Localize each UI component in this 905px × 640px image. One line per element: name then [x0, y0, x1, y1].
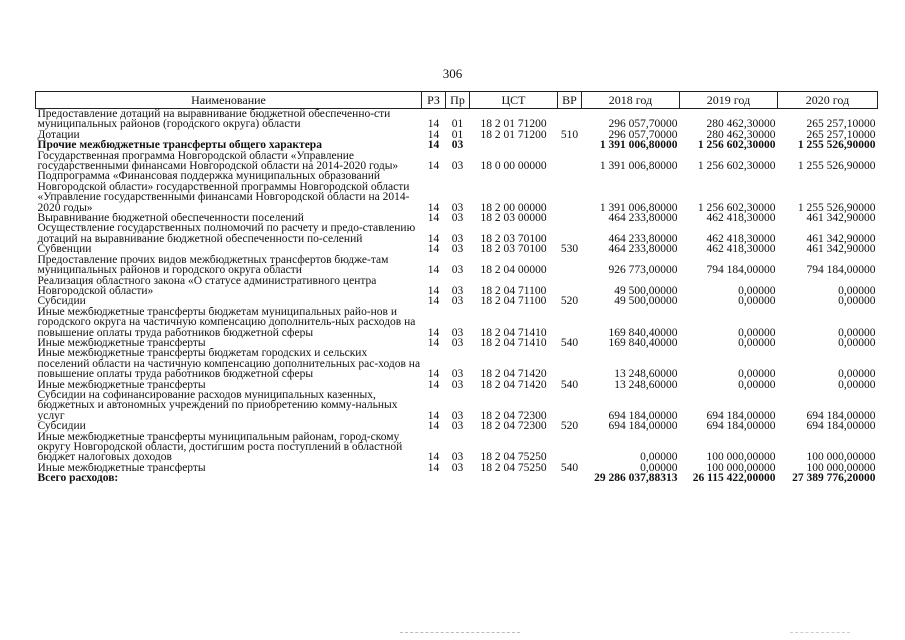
row-value-2018: 169 840,40000 [608, 326, 678, 338]
row-vr [558, 151, 582, 172]
row-value-2019: 694 184,00000 [706, 409, 776, 422]
row-value-2018: 926 773,00000 [608, 264, 678, 276]
row-pr: 03 [451, 160, 464, 172]
row-name: Иные межбюджетные трансферты [37, 379, 206, 390]
row-value-2018: 49 500,00000 [614, 284, 678, 297]
row-vr: 540 [560, 337, 579, 349]
row-rz: 14 [427, 284, 440, 297]
row-value-2019: 794 184,00000 [706, 264, 776, 276]
row-pr: 03 [451, 213, 464, 224]
table-row [36, 255, 878, 276]
row-pr: 03 [451, 421, 464, 432]
row-value-2018: 13 248,60000 [614, 368, 678, 380]
row-pr: 03 [451, 379, 464, 390]
row-value-2018: 13 248,60000 [614, 379, 678, 390]
row-value-2020: 1 255 526,90000 [797, 140, 876, 151]
row-value-2020: 0,00000 [838, 337, 876, 349]
page-number: 306 [442, 66, 463, 81]
row-cst: 18 2 04 71410 [480, 337, 547, 349]
row-cst: 18 2 04 71410 [480, 326, 547, 338]
row-cst: 18 2 03 00000 [480, 213, 547, 224]
row-vr [558, 307, 582, 338]
row-rz: 14 [427, 213, 440, 224]
row-value-2018: 1 391 006,80000 [599, 140, 678, 151]
row-cst: 18 2 04 00000 [480, 264, 547, 276]
row-rz: 14 [427, 409, 440, 422]
row-value-2018: 0,00000 [640, 451, 678, 463]
row-name: Предоставление дотаций на выравнивание бюджетной обеспеченно-сти муниципальных районов (городского округа) области [37, 108, 391, 130]
table-header-row [36, 92, 878, 109]
row-rz: 14 [427, 421, 440, 432]
row-cst: 18 2 00 00000 [480, 201, 547, 214]
row-value-2018: 296 057,70000 [608, 118, 678, 130]
table-row [36, 213, 878, 223]
row-vr [558, 473, 582, 483]
table-body [36, 109, 878, 484]
row-rz: 14 [427, 462, 440, 474]
row-vr [558, 432, 582, 463]
row-value-2019: 100 000,00000 [706, 462, 776, 474]
row-value-2020: 0,00000 [838, 368, 876, 380]
row-value-2020: 1 255 526,90000 [797, 160, 876, 172]
table-row [36, 244, 878, 254]
row-value-2018: 0,00000 [640, 462, 678, 474]
row-pr: 03 [451, 284, 464, 297]
row-value-2020: 1 255 526,90000 [797, 201, 876, 214]
row-rz: 14 [427, 264, 440, 276]
table-row [36, 421, 878, 431]
row-pr: 03 [451, 296, 464, 307]
row-cst: 18 2 04 75250 [480, 462, 547, 474]
table-row [36, 296, 878, 306]
row-vr: 540 [560, 379, 579, 390]
row-vr [558, 390, 582, 421]
row-cst: 18 2 04 72300 [480, 421, 547, 432]
row-name: Предоставление прочих видов межбюджетных трансфертов бюдже-там муниципальных районов и городского округа области [37, 254, 389, 276]
table-row [36, 390, 878, 421]
table-row [36, 151, 878, 172]
row-value-2020: 0,00000 [838, 326, 876, 338]
row-value-2020: 461 342,90000 [806, 244, 876, 255]
row-pr: 01 [451, 129, 464, 141]
row-cst: 18 2 04 71100 [480, 284, 547, 297]
table-row [36, 171, 878, 213]
row-name: Иные межбюджетные трансферты [37, 337, 206, 349]
row-value-2019: 0,00000 [738, 337, 776, 349]
row-vr [558, 140, 582, 150]
row-rz: 14 [427, 160, 440, 172]
budget-table [35, 91, 878, 484]
row-value-2019: 694 184,00000 [706, 421, 776, 432]
row-vr: 520 [560, 421, 579, 432]
header-pr: Пр [446, 92, 470, 109]
header-rz: РЗ [422, 92, 446, 109]
row-name: Иные межбюджетные трансферты [37, 462, 206, 474]
row-rz: 14 [427, 244, 440, 255]
header-name: Наименование [36, 92, 422, 109]
row-vr: 520 [560, 296, 579, 307]
row-value-2018: 694 184,00000 [608, 421, 678, 432]
row-cst: 18 2 04 71420 [480, 379, 547, 390]
row-vr [558, 276, 582, 297]
page-edge-mark [400, 632, 520, 635]
row-name: Прочие межбюджетные трансферты общего характера [37, 140, 322, 151]
table-row [36, 140, 878, 150]
row-rz: 14 [427, 337, 440, 349]
row-cst: 18 2 01 71200 [480, 118, 547, 130]
row-name: Субвенции [37, 244, 92, 255]
row-pr: 03 [451, 337, 464, 349]
row-value-2018: 1 391 006,80000 [599, 160, 678, 172]
row-cst: 18 2 04 71100 [480, 296, 547, 307]
row-value-2019: 1 256 602,30000 [697, 140, 776, 151]
row-value-2019: 1 256 602,30000 [697, 160, 776, 172]
row-pr: 03 [451, 368, 464, 380]
row-value-2019: 0,00000 [738, 284, 776, 297]
row-value-2019: 100 000,00000 [706, 451, 776, 463]
row-value-2019: 0,00000 [738, 296, 776, 307]
row-pr: 03 [451, 451, 464, 463]
row-name: Дотации [37, 129, 80, 141]
row-rz: 14 [427, 201, 440, 214]
row-value-2020: 461 342,90000 [806, 213, 876, 224]
row-name: Выравнивание бюджетной обеспеченности поселений [37, 213, 304, 224]
table-row [36, 109, 878, 130]
row-vr: 530 [560, 244, 579, 255]
row-value-2020: 27 389 776,20000 [792, 473, 876, 484]
row-rz: 14 [427, 379, 440, 390]
row-cst: 18 0 00 00000 [480, 160, 547, 172]
row-pr: 03 [451, 462, 464, 474]
row-name: Подпрограмма «Финансовая поддержка муниципальных образований Новгородской области» государственной программы Новгородской области «Управление государственными финансами Новгородской области на 2014-2020 годы» [37, 171, 410, 214]
row-name: Субсидии [37, 296, 86, 307]
row-value-2018: 464 233,80000 [608, 213, 678, 224]
row-vr [558, 171, 582, 213]
row-value-2020: 265 257,10000 [806, 118, 876, 130]
row-rz: 14 [427, 368, 440, 380]
row-value-2018: 169 840,40000 [608, 337, 678, 349]
row-pr: 01 [451, 118, 464, 130]
row-value-2020: 694 184,00000 [806, 409, 876, 422]
row-name: Всего расходов: [37, 473, 119, 484]
row-cst [470, 140, 558, 150]
row-value-2019: 0,00000 [738, 379, 776, 390]
row-value-2020: 0,00000 [838, 296, 876, 307]
row-value-2019: 1 256 602,30000 [697, 201, 776, 214]
row-name: Иные межбюджетные трансферты бюджетам муниципальных райо-нов и городского округа на частичную компенсацию дополнитель-ных расходов на повышение оплаты труда работников бюджетной сферы [37, 306, 416, 338]
table-row [36, 307, 878, 338]
header-cst: ЦСТ [470, 92, 558, 109]
header-vr: ВР [558, 92, 582, 109]
row-value-2020: 0,00000 [838, 379, 876, 390]
row-rz: 14 [427, 296, 440, 307]
row-pr: 03 [451, 326, 464, 338]
table-row [36, 432, 878, 463]
row-vr: 540 [560, 462, 579, 474]
row-pr [446, 473, 470, 483]
row-value-2018: 29 286 037,88313 [594, 473, 678, 484]
row-pr: 03 [451, 140, 464, 151]
row-name: Субсидии на софинансирование расходов муниципальных казенных, бюджетных и автономных учреждений по приобретению комму-нальных услуг [37, 389, 398, 422]
table-row [36, 276, 878, 297]
row-name: Иные межбюджетные трансферты муниципальным районам, город-скому округу Новгородской области, достигшим роста поступлений в областной бюджет налоговых доходов [37, 431, 403, 463]
table-row [36, 338, 878, 348]
table-row [36, 380, 878, 390]
row-pr: 03 [451, 244, 464, 255]
row-vr: 510 [560, 129, 579, 141]
table-row [36, 473, 878, 483]
table-row [36, 348, 878, 379]
row-name: Реализация областного закона «О статусе административного центра Новгородской области» [37, 275, 377, 297]
row-value-2019: 26 115 422,00000 [692, 473, 776, 484]
header-2019: 2019 год [680, 92, 778, 109]
row-rz: 14 [427, 118, 440, 130]
row-cst: 18 2 04 71420 [480, 368, 547, 380]
row-vr [558, 109, 582, 130]
row-cst: 18 2 03 70100 [480, 244, 547, 255]
row-value-2018: 464 233,80000 [608, 244, 678, 255]
row-value-2019: 0,00000 [738, 368, 776, 380]
page-edge-mark [790, 632, 850, 635]
row-rz: 14 [427, 129, 440, 141]
row-cst: 18 2 03 70100 [480, 232, 547, 245]
row-pr: 03 [451, 232, 464, 245]
row-name: Государственная программа Новгородской области «Управление государственными финансами Новгородской области на 2014-2020 годы» [37, 150, 399, 172]
row-cst: 18 2 04 72300 [480, 409, 547, 422]
row-rz: 14 [427, 232, 440, 245]
row-value-2019: 462 418,30000 [706, 213, 776, 224]
row-value-2020: 100 000,00000 [806, 451, 876, 463]
row-value-2020: 100 000,00000 [806, 462, 876, 474]
row-value-2019: 462 418,30000 [706, 232, 776, 245]
row-value-2020: 794 184,00000 [806, 264, 876, 276]
row-cst: 18 2 01 71200 [480, 129, 547, 141]
row-value-2020: 461 342,90000 [806, 232, 876, 245]
row-value-2019: 462 418,30000 [706, 244, 776, 255]
row-value-2018: 49 500,00000 [614, 296, 678, 307]
row-rz: 14 [427, 140, 440, 151]
table-row [36, 463, 878, 473]
row-value-2019: 280 462,30000 [706, 129, 776, 141]
row-pr: 03 [451, 264, 464, 276]
header-2020: 2020 год [778, 92, 878, 109]
row-vr [558, 348, 582, 379]
row-value-2020: 0,00000 [838, 284, 876, 297]
row-value-2020: 694 184,00000 [806, 421, 876, 432]
row-name: Осуществление государственных полномочий по расчету и предо-ставлению дотаций на выравнивание бюджетной обеспеченности по-селений [37, 223, 416, 245]
table-row [36, 130, 878, 140]
row-pr: 03 [451, 409, 464, 422]
row-rz [422, 473, 446, 483]
row-value-2018: 464 233,80000 [608, 232, 678, 245]
row-value-2018: 296 057,70000 [608, 129, 678, 141]
row-value-2018: 694 184,00000 [608, 409, 678, 422]
row-name: Иные межбюджетные трансферты бюджетам городских и сельских поселений области на частичную компенсацию дополнительных рас-ходов на повышение оплаты труда работников бюджетной сферы [37, 348, 421, 380]
row-cst [470, 473, 558, 483]
row-value-2018: 1 391 006,80000 [599, 201, 678, 214]
row-value-2019: 0,00000 [738, 326, 776, 338]
table-row [36, 223, 878, 244]
row-rz: 14 [427, 451, 440, 463]
row-name: Субсидии [37, 421, 86, 432]
row-pr: 03 [451, 201, 464, 214]
row-vr [558, 255, 582, 276]
row-value-2019: 280 462,30000 [706, 118, 776, 130]
header-2018: 2018 год [582, 92, 680, 109]
row-value-2020: 265 257,10000 [806, 129, 876, 141]
row-vr [558, 223, 582, 244]
row-cst: 18 2 04 75250 [480, 451, 547, 463]
row-rz: 14 [427, 326, 440, 338]
row-vr [558, 213, 582, 223]
